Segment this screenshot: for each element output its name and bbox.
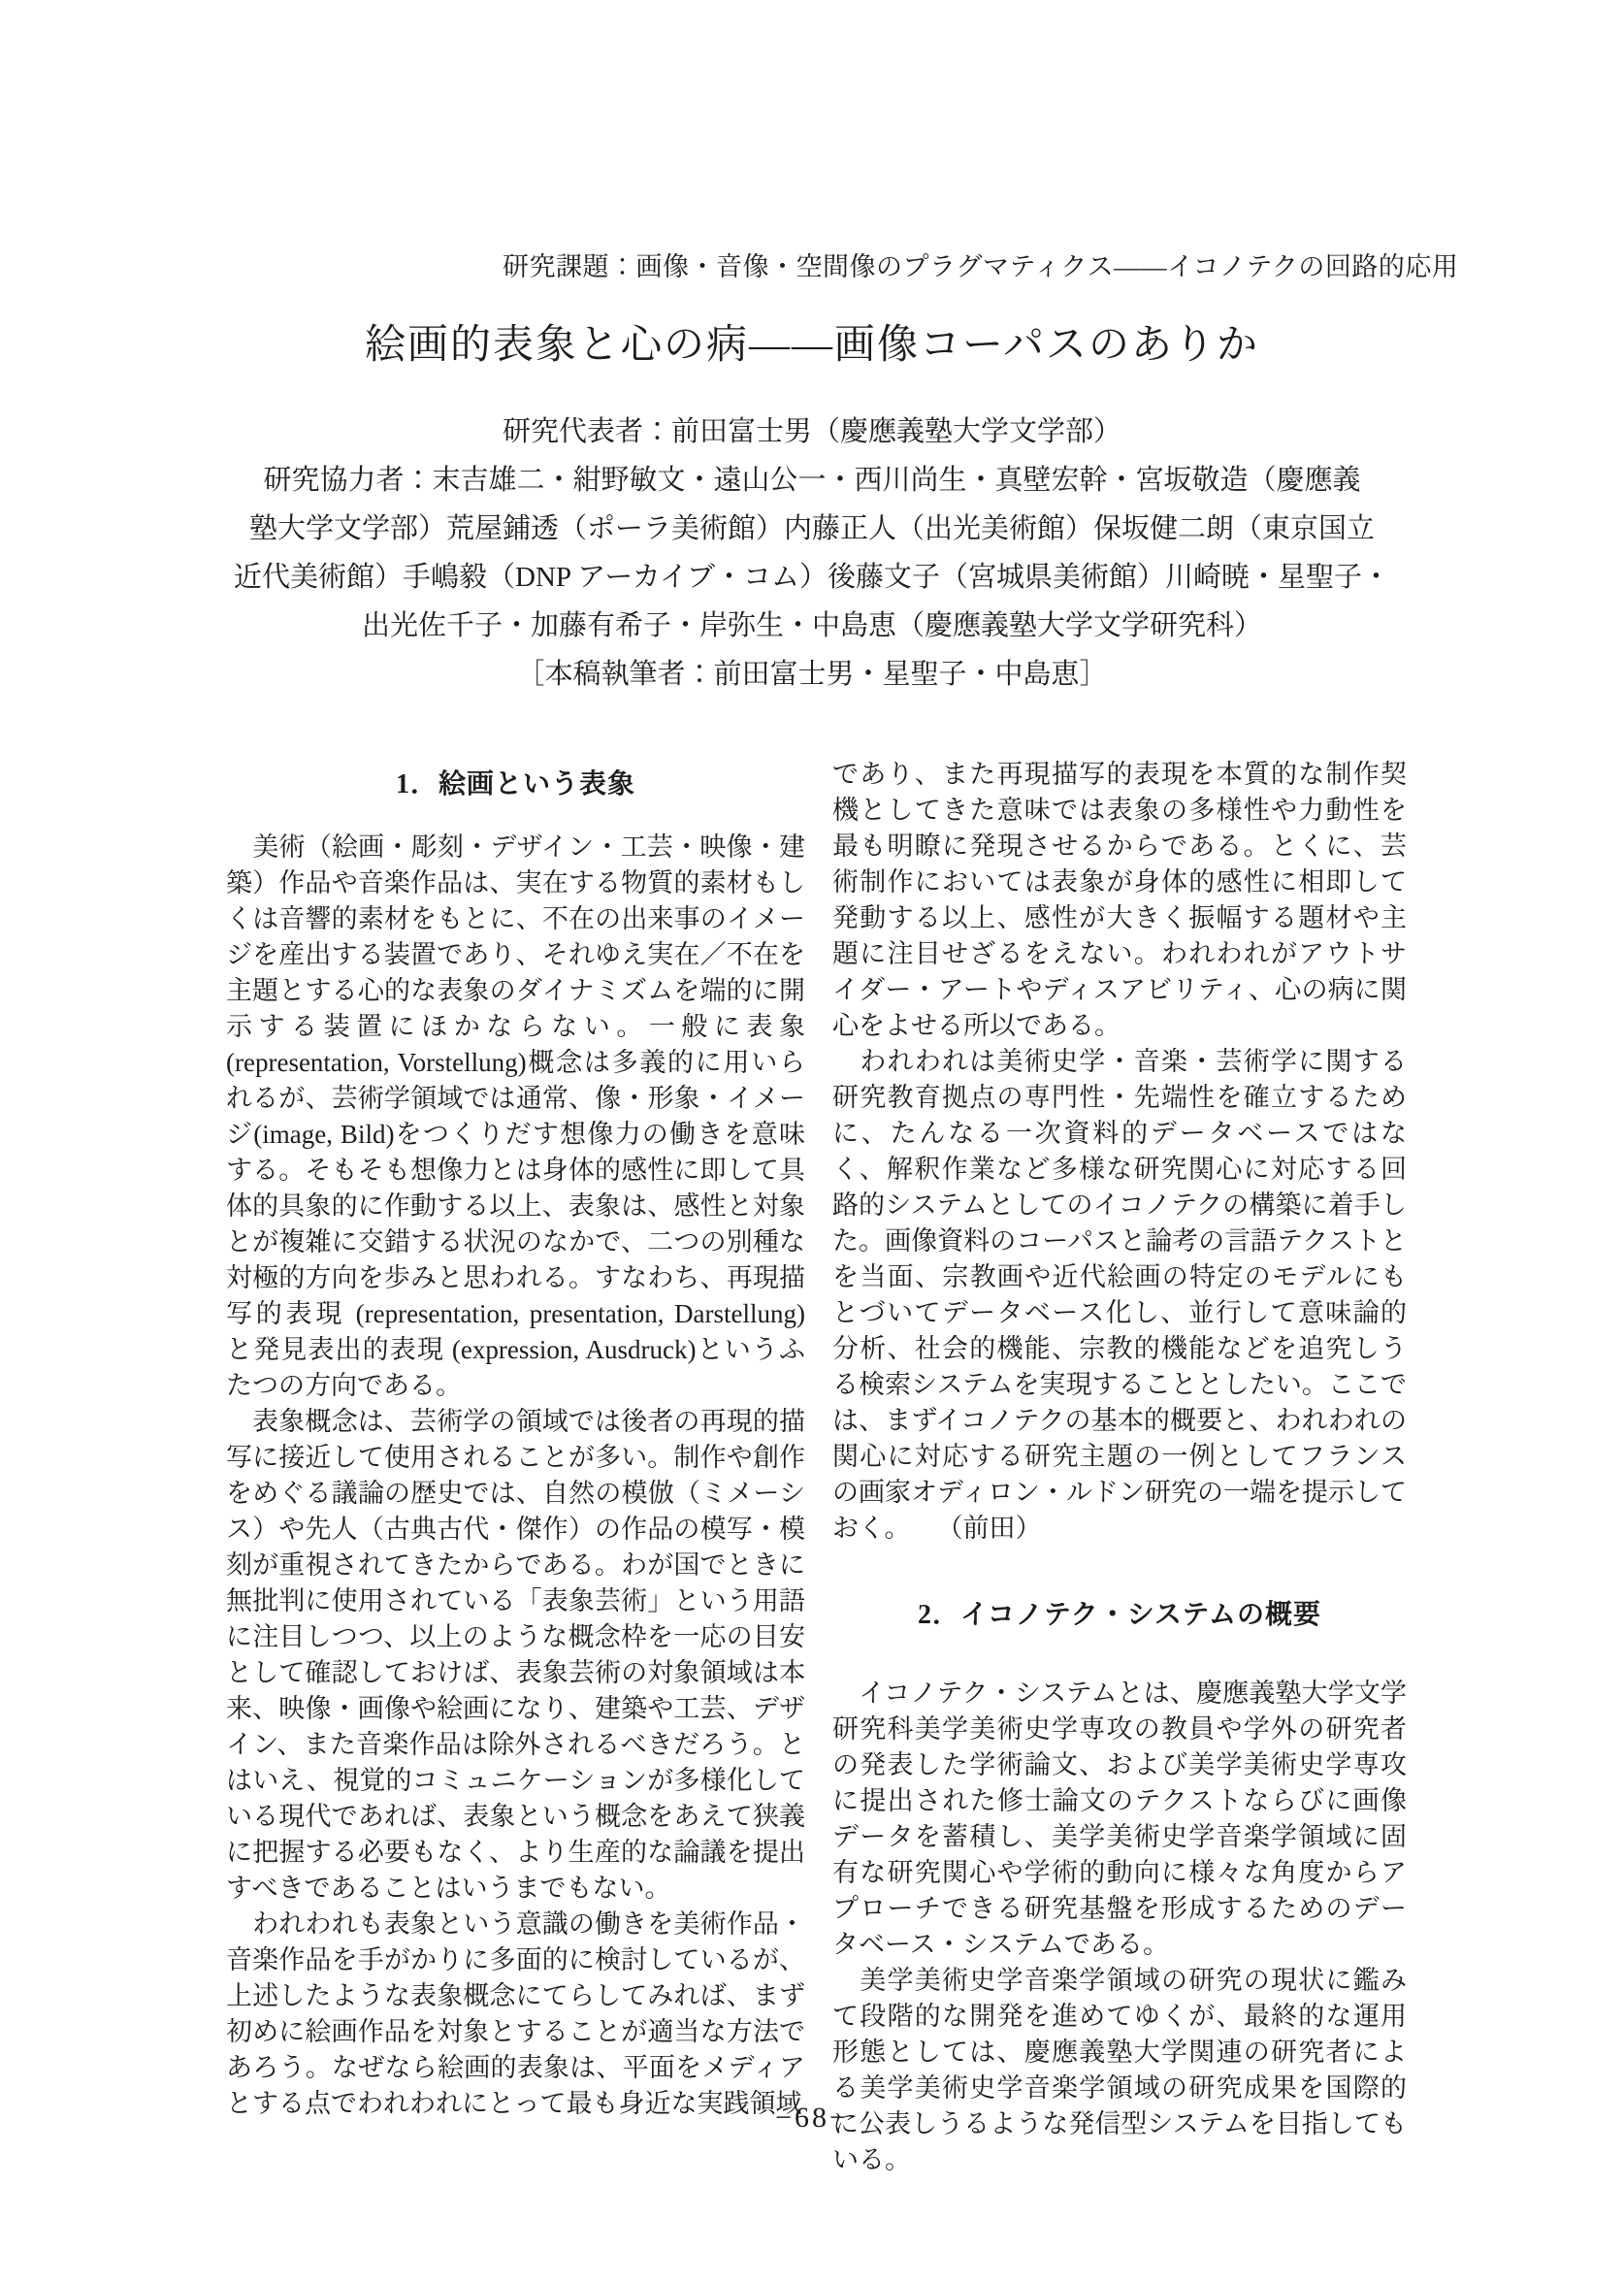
paper-title: 絵画的表象と心の病――画像コーパスのありか xyxy=(365,323,1259,368)
author-line: 研究代表者：前田富士男（慶應義塾大学文学部） xyxy=(502,416,1121,447)
author-line: 近代美術館）手嶋毅（DNP アーカイブ・コム）後藤文子（宮城県美術館）川崎暁・星聖子・ xyxy=(234,562,1390,593)
research-topic-header: 研究課題：画像・音像・空間像のプラグマティクス――イコノテクの回路的応用 xyxy=(503,252,1459,281)
body-paragraph: われわれも表象という意識の働きを美術作品・音楽作品を手がかりに多面的に検討しているが、上述したような表象概念にてらしてみれば、まず初めに絵画作品を対象とすることが適当な方法であろう。なぜなら絵画的表象は、平面をメディアとする点でわれわれにとって最も身近な実践領域 xyxy=(226,1909,805,2118)
right-column xyxy=(832,757,1407,2178)
page-number: −68− xyxy=(775,2102,849,2134)
section-2-heading: 2．イコノテク・システムの概要 xyxy=(918,1600,1321,1630)
authors-block xyxy=(0,408,1624,699)
body-paragraph: 美術（絵画・彫刻・デザイン・工芸・映像・建築）作品や音楽作品は、実在する物質的素材もしくは音響的素材をもとに、不在の出来事のイメージを産出する装置であり、それゆえ実在／不在を主題とする心的な表象のダイナミズムを端的に開示する装置にほかならない。一般に表象(representation, Vorstellung)概念は多義的に用いられるが、芸術学領域では通常、像・形象・イメージ(image, Bild)をつくりだす想像力の働きを意味する。そもそも想像力とは身体的感性に即して具体的具象的に作動する以上、表象は、感性と対象とが複雑に交錯する状況のなかで、二つの別種な対極的方向を歩みと思われる。すなわち、再現描写的表現 (representation, presentation, Darstellung) と発見表出的表現 (expression, Ausdruck)というふたつの方向である。 xyxy=(226,832,805,1400)
author-line: ［本稿執筆者：前田富士男・星聖子・中島恵］ xyxy=(516,659,1108,690)
author-line: 出光佐千子・加藤有希子・岸弥生・中島恵（慶應義塾大学文学研究科） xyxy=(361,610,1262,641)
section-1-heading: 1．絵画という表象 xyxy=(395,769,635,799)
body-paragraph: 表象概念は、芸術学の領域では後者の再現的描写に接近して使用されることが多い。制作や創作をめぐる議論の歴史では、自然の模倣（ミメーシス）や先人（古典古代・傑作）の作品の模写・模刻が重視されてきたからである。わが国でときに無批判に使用されている「表象芸術」という用語に注目しつつ、以上のような概念枠を一応の目安として確認しておけば、表象芸術の対象領域は本来、映像・画像や絵画になり、建築や工芸、デザイン、また音楽作品は除外されるべきだろう。とはいえ、視覚的コミュニケーションが多様化している現代であれば、表象という概念をあえて狭義に把握する必要もなく、より生産的な論議を提出すべきであることはいうまでもない。 xyxy=(226,1407,805,1903)
body-paragraph: 美学美術史学音楽学領域の研究の現状に鑑みて段階的な開発を進めてゆくが、最終的な運用形態としては、慶應義塾大学関連の研究者による美学美術史学音楽学領域の研究成果を国際的に公表しうるような発信型システムを目指してもいる。 xyxy=(832,1966,1407,2174)
author-line: 塾大学文学部）荒屋鋪透（ポーラ美術館）内藤正人（出光美術館）保坂健二朗（東京国立 xyxy=(248,513,1375,544)
left-column xyxy=(226,766,805,2122)
body-paragraph: われわれは美術史学・音楽・芸術学に関する研究教育拠点の専門性・先端性を確立するために、たんなる一次資料的データベースではなく、解釈作業など多様な研究関心に対応する回路的システムとしてのイコノテクの構築に着手した。画像資料のコーパスと論考の言語テクストとを当面、宗教画や近代絵画の特定のモデルにもとづいてデータベース化し、並行して意味論的分析、社会的機能、宗教的機能などを追究しうる検索システムを実現することとしたい。ここでは、まずイコノテクの基本的概要と、われわれの関心に対応する研究主題の一例としてフランスの画家オディロン・ルドン研究の一端を提示しておく。 （前田） xyxy=(832,1047,1407,1543)
author-line: 研究協力者：末吉雄二・紺野敏文・遠山公一・西川尚生・真壁宏幹・宮坂敬造（慶應義 xyxy=(263,465,1361,496)
body-paragraph: イコノテク・システムとは、慶應義塾大学文学研究科美学美術史学専攻の教員や学外の研究者の発表した学術論文、および美学美術史学専攻に提出された修士論文のテクストならびに画像データを蓄積し、美学美術史学音楽学領域に固有な研究関心や学術的動向に様々な角度からアプローチできる研究基盤を形成するためのデータベース・システムである。 xyxy=(832,1679,1407,1959)
body-paragraph: であり、また再現描写的表現を本質的な制作契機としてきた意味では表象の多様性や力動性を最も明瞭に発現させるからである。とくに、芸術制作においては表象が身体的感性に相即して発動する以上、感性が大きく振幅する題材や主題に注目せざるをえない。われわれがアウトサイダー・アートやディスアビリティ、心の病に関心をよせる所以である。 xyxy=(832,760,1407,1040)
